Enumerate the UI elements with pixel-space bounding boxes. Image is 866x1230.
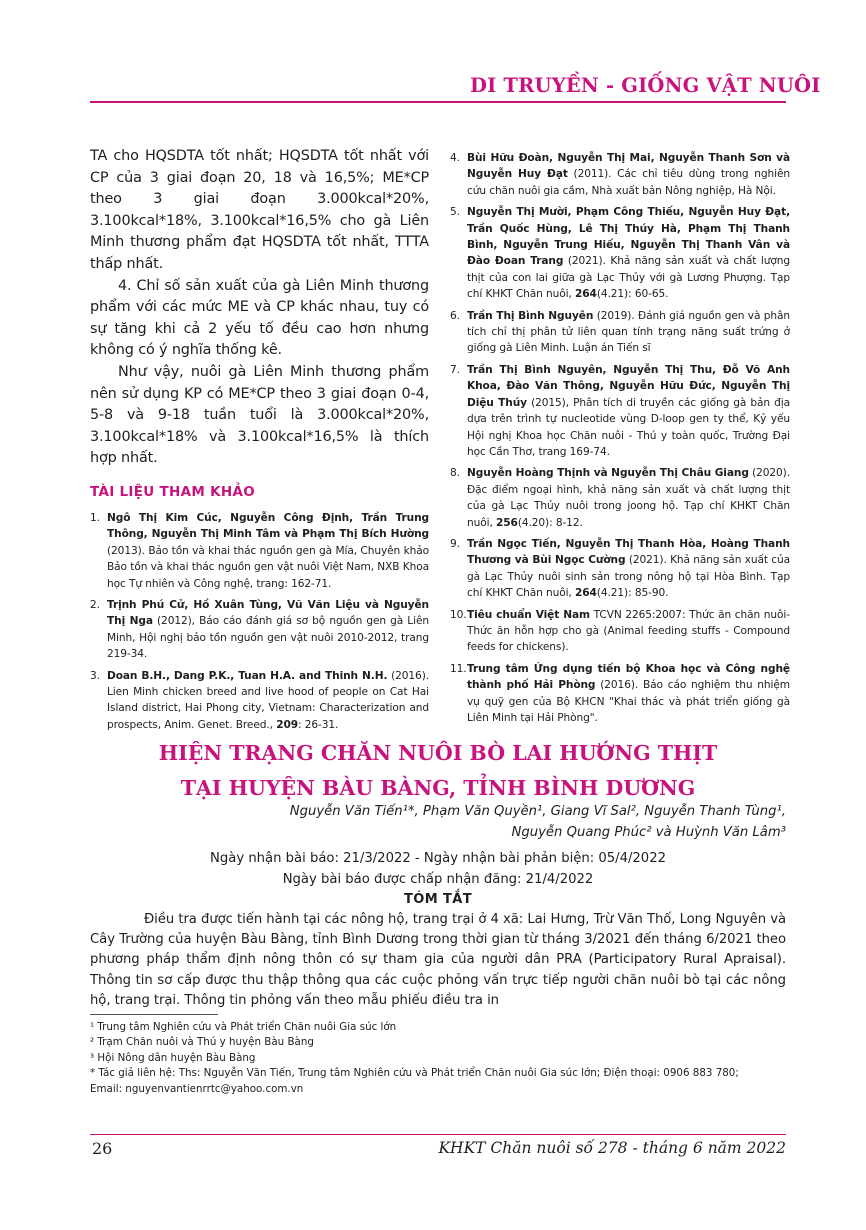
reference-item: 3. Doan B.H., Dang P.K., Tuan H.A. and Thinh N.H. (2016). Lien Minh chicken breed and live hood of people on Cat Hai Island district, Hai Phong city, Vietnam: Characterization and prospects, Anim. Genet. Breed., 209: 26-31. <box>90 669 429 731</box>
article-title-line-1: HIỆN TRẠNG CHĂN NUÔI BÒ LAI HƯỚNG THỊT <box>158 741 718 765</box>
reference-item: 7. Trần Thị Bình Nguyên, Nguyễn Thị Thu, Đỗ Võ Anh Khoa, Đào Văn Thông, Nguyễn Hữu Đức, Nguyễn Thị Diệu Thúy (2015), Phân tích di truyền các giống gà bản địa dựa trên trình tự nucleotide vùng D-loop gen ty thể, Kỷ yếu Hội nghị Khoa học Chăn nuôi - Thú y toàn quốc, Trường Đại học Cần Thơ, trang 169-74. <box>450 363 790 458</box>
footnote-affiliation-2: ² Trạm Chăn nuôi và Thú y huyện Bàu Bàng <box>90 1036 314 1049</box>
reference-item: 8. Nguyễn Hoàng Thịnh và Nguyễn Thị Châu Giang (2020). Đặc điểm ngoại hình, khả năng sản xuất và chất lượng thịt của gà Lạc Thủy nuôi trong joong hộ. Tạp chí KHKT Chăn nuôi, 256(4.20): 8-12. <box>450 467 790 529</box>
conclusion-paragraph-3: Như vậy, nuôi gà Liên Minh thương phẩm nên sử dụng KP có ME*CP theo 3 giai đoạn 0-4, 5-8 và 9-18 tuần tuổi là 3.000kcal*20%, 3.100kcal*18% và 3.100kcal*16,5% là thích hợp nhất. <box>90 363 429 467</box>
footnote-divider <box>90 1014 218 1015</box>
article-dates <box>90 848 786 890</box>
header-divider <box>90 101 786 103</box>
accepted-date: Ngày bài báo được chấp nhận đăng: 21/4/2022 <box>282 872 594 887</box>
reference-item: 2. Trịnh Phú Cử, Hồ Xuân Tùng, Vũ Văn Liệu và Nguyễn Thị Nga (2012), Báo cáo đánh giá sơ bộ nguồn gen gà Liên Minh, Hội nghị bảo tồn nguồn gen vật nuôi 2010-2012, trang 219-34. <box>90 598 429 661</box>
reference-item: 1. Ngô Thị Kim Cúc, Nguyễn Công Định, Trần Trung Thông, Nguyễn Thị Minh Tâm và Phạm Thị Bích Hường (2013). Bảo tồn và khai thác nguồn gen gà Mía, Chuyên khảo Bảo tồn và khai thác nguồn gen vật nuôi Việt Nam, NXB Khoa học Tự nhiên và Công nghệ, trang: 162-71. <box>90 511 429 590</box>
left-column <box>90 146 429 738</box>
abstract-text: Điều tra được tiến hành tại các nông hộ, trang trại ở 4 xã: Lai Hưng, Trừ Văn Thố, Long Nguyên và Cây Trường của huyện Bàu Bàng, tỉnh Bình Dương trong thời gian từ tháng 3/2021 đến tháng 6/2021 theo phương pháp thẩm định nông thôn có sự tham gia của người dân PRA (Participatory Rural Apraisal). Thông tin sơ cấp được thu thập thông qua các cuộc phỏng vấn trực tiếp người chăn nuôi bò tại các nông hộ, trang trại. Thông tin phỏng vấn theo mẫu phiếu điều tra in <box>90 912 786 1008</box>
references-heading: TÀI LIỆU THAM KHẢO <box>90 483 256 500</box>
article-title <box>90 736 786 806</box>
reference-item: 11. Trung tâm Ứng dụng tiến bộ Khoa học và Công nghệ thành phố Hải Phòng (2016). Báo cáo nghiệm thu nhiệm vụ quỹ gen của Bộ KHCN "Khai thác và phát triển giống gà Liên Minh tại Hải Phòng". <box>450 662 790 724</box>
section-header-title: DI TRUYỀN - GIỐNG VẬT NUÔI <box>470 74 821 97</box>
references-list-left <box>90 510 429 733</box>
footnotes <box>90 1020 786 1097</box>
abstract-heading: TÓM TẮT <box>404 892 472 907</box>
article-authors <box>150 801 786 843</box>
footnote-contact: * Tác giả liên hệ: Ths: Nguyễn Văn Tiến, Trung tâm Nghiên cứu và Phát triển Chăn nuôi Gia súc lớn; Điện thoại: 0906 883 780; <box>90 1067 739 1080</box>
reference-item: 10. Tiêu chuẩn Việt Nam TCVN 2265:2007: Thức ăn chăn nuôi-Thức ăn hỗn hợp cho gà (Animal feeding stuffs - Compound feeds for chickens). <box>450 608 790 654</box>
right-column <box>450 150 790 731</box>
conclusion-paragraph-2: 4. Chỉ số sản xuất của gà Liên Minh thương phẩm với các mức ME và CP khác nhau, tuy có sự tăng khi cả 2 yếu tố đều cao hơn nhưng không có ý nghĩa thống kê. <box>90 277 429 359</box>
footnote-email: Email: nguyenvantienrrtc@yahoo.com.vn <box>90 1082 304 1095</box>
conclusion-paragraph-1: TA cho HQSDTA tốt nhất; HQSDTA tốt nhất với CP của 3 giai đoạn 20, 18 và 16,5%; ME*CP theo 3 giai đoạn 3.000kcal*20%, 3.100kcal*18%, 3.100kcal*16,5% cho gà Liên Minh thương phẩm đạt HQSDTA tốt nhất, TTTA thấp nhất. <box>90 148 429 272</box>
footnote-affiliation-3: ³ Hội Nông dân huyện Bàu Bàng <box>90 1051 256 1064</box>
reference-item: 4. Bùi Hữu Đoàn, Nguyễn Thị Mai, Nguyễn Thanh Sơn và Nguyễn Huy Đạt (2011). Các chỉ tiêu dùng trong nghiên cứu chăn nuôi gia cầm, Nhà xuất bản Nông nghiệp, Hà Nội. <box>450 152 790 197</box>
references-list-right <box>450 150 790 726</box>
footnote-affiliation-1: ¹ Trung tâm Nghiên cứu và Phát triển Chăn nuôi Gia súc lớn <box>90 1021 397 1033</box>
reference-item: 5. Nguyễn Thị Mười, Phạm Công Thiếu, Nguyễn Huy Đạt, Trần Quốc Hùng, Lê Thị Thúy Hà, Phạm Thị Thanh Bình, Nguyễn Trung Hiếu, Nguyễn Thị Thanh Vân và Đào Đoan Trang (2021). Khả năng sản xuất và chất lượng thịt của con lai giữa gà Lạc Thủy với gà Lương Phượng. Tạp chí KHKT Chăn nuôi, 264(4.21): 60-65. <box>450 206 790 301</box>
article-title-line-2: TẠI HUYỆN BÀU BÀNG, TỈNH BÌNH DƯƠNG <box>180 776 696 800</box>
journal-footer: KHKT Chăn nuôi số 278 - tháng 6 năm 2022 <box>438 1139 786 1157</box>
authors-line-2: Nguyễn Quang Phúc² và Huỳnh Văn Lâm³ <box>511 825 786 840</box>
reference-item: 6. Trần Thị Bình Nguyên (2019). Đánh giá nguồn gen và phân tích chỉ thị phân tử liên quan tính trạng năng suất trứng ở giống gà Liên Minh. Luận án Tiến sĩ <box>450 309 790 355</box>
reference-item: 9. Trần Ngọc Tiến, Nguyễn Thị Thanh Hòa, Hoàng Thanh Thương và Bùi Ngọc Cường (2021). Khả năng sản xuất của gà Lạc Thủy nuôi sinh sản trong nông hộ tại Hòa Bình. Tạp chí KHKT Chăn nuôi, 264(4.21): 85-90. <box>450 537 790 600</box>
received-dates: Ngày nhận bài báo: 21/3/2022 - Ngày nhận bài phản biện: 05/4/2022 <box>210 851 666 866</box>
page-number: 26 <box>92 1139 113 1158</box>
authors-line-1: Nguyễn Văn Tiến¹*, Phạm Văn Quyền¹, Giang Vĩ Sal², Nguyễn Thanh Tùng¹, <box>289 804 786 819</box>
footer-divider <box>90 1134 786 1135</box>
